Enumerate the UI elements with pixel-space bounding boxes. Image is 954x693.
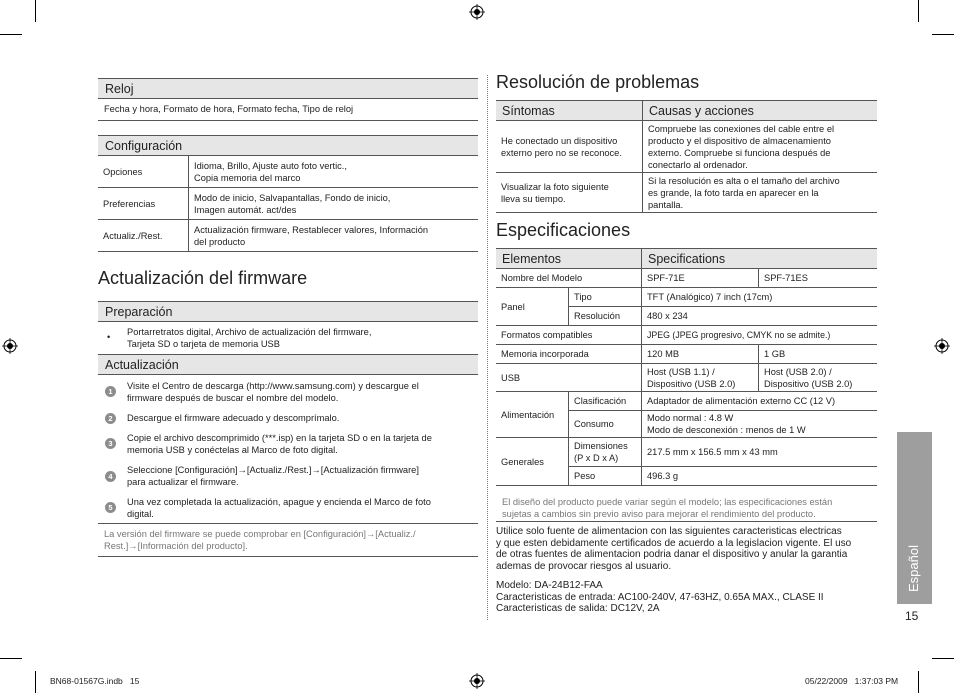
table-cell: Resolución	[569, 307, 642, 326]
crop-mark	[932, 658, 954, 659]
table-header: Causas y acciones	[643, 101, 878, 121]
table-header: Elementos	[496, 249, 642, 269]
table-row	[496, 345, 877, 364]
table-cell: 120 MB	[642, 345, 759, 364]
specifications-title: Especificaciones	[496, 220, 631, 240]
table-cell: 496.3 g	[642, 467, 878, 486]
table-cell: SPF-71ES	[759, 269, 878, 288]
bullet: •	[107, 332, 111, 342]
adapter-info: Modelo: DA-24B12-FAA Caracteristicas de entrada: AC100-240V, 47-63HZ, 0.65A MAX., CLASE II Caracteristicas de salida: DC12V, 2A	[496, 580, 824, 615]
table-cell: He conectado un dispositivo externo pero no se reconoce.	[496, 121, 643, 173]
table-cell: Actualiz./Rest.	[98, 220, 189, 252]
table-row	[496, 269, 877, 288]
table-row	[496, 288, 877, 307]
table-header-row	[496, 101, 877, 121]
table-cell: Idioma, Brillo, Ajuste auto foto vertic., Copia memoria del marco	[189, 156, 479, 188]
preparation-section-header: Preparación	[98, 301, 478, 322]
table-row	[98, 220, 478, 252]
table-cell: Opciones	[98, 156, 189, 188]
firmware-update-title: Actualización del firmware	[98, 268, 308, 288]
table-cell: Modo de inicio, Salvapantallas, Fondo de inicio, Imagen automát. act/des	[189, 188, 479, 220]
table-cell: Generales	[496, 438, 569, 486]
table-cell: Tipo	[569, 288, 642, 307]
step-text: Una vez completada la actualización, apague y encienda el Marco de foto digital.	[127, 497, 431, 519]
table-cell: Si la resolución es alta o el tamaño del archivo es grande, la foto tarda en aparecer en la pantalla.	[643, 173, 878, 213]
step-number-icon: 4	[105, 471, 116, 482]
table-cell: Panel	[496, 288, 569, 326]
step-number-icon: 2	[105, 413, 116, 424]
column-separator	[487, 75, 488, 620]
divider	[98, 523, 478, 524]
table-cell: Preferencias	[98, 188, 189, 220]
table-cell: SPF-71E	[642, 269, 759, 288]
step-number-icon: 3	[105, 438, 116, 449]
footer-file: BN68-01567G.indb 15	[50, 676, 140, 686]
table-cell: Dimensiones (P x D x A)	[569, 438, 642, 467]
step-number-icon: 5	[105, 502, 116, 513]
troubleshooting-table	[496, 100, 877, 213]
step-number-icon: 1	[105, 386, 116, 397]
table-cell: Peso	[569, 467, 642, 486]
registration-mark-icon	[469, 673, 485, 689]
update-section-header: Actualización	[98, 354, 478, 375]
table-cell: Modo normal : 4.8 W Modo de desconexión : menos de 1 W	[642, 411, 878, 438]
clock-section-header: Reloj	[98, 78, 478, 99]
table-header: Síntomas	[496, 101, 643, 121]
table-row	[496, 121, 877, 173]
table-header: Specifications	[642, 249, 878, 269]
specifications-table	[496, 248, 877, 486]
table-cell: USB	[496, 364, 642, 392]
table-row	[98, 156, 478, 188]
registration-mark-icon	[934, 338, 950, 354]
crop-mark	[918, 0, 919, 22]
table-cell: Consumo	[569, 411, 642, 438]
table-cell: Adaptador de alimentación externo CC (12 V)	[642, 392, 878, 411]
config-section-header: Configuración	[98, 135, 478, 156]
table-row	[98, 188, 478, 220]
crop-mark	[932, 34, 954, 35]
table-cell: Alimentación	[496, 392, 569, 438]
power-warning: Utilice solo fuente de alimentacion con las siguientes caracteristicas electricas y que esten debidamente certificados de acuerdo a la legislacion vigente. El uso de otras fuentes de alimentacion podria danar el dispositivo y anular la garantia ademas de provocar riesgos al usuario.	[496, 526, 852, 572]
table-cell: Host (USB 1.1) / Dispositivo (USB 2.0)	[642, 364, 759, 392]
crop-mark	[918, 671, 919, 693]
table-cell: 217.5 mm x 156.5 mm x 43 mm	[642, 438, 878, 467]
step-text: Seleccione [Configuración]→[Actualiz./Rest.]→[Actualización firmware] para actualizar el firmware.	[127, 465, 419, 487]
step-text: Descargue el firmware adecuado y descomprímalo.	[127, 413, 340, 423]
registration-mark-icon	[469, 4, 485, 20]
divider	[98, 556, 478, 557]
table-row	[496, 326, 877, 345]
footer-date: 05/22/2009 1:37:03 PM	[805, 676, 899, 686]
table-cell: 1 GB	[759, 345, 878, 364]
table-cell: Memoria incorporada	[496, 345, 642, 364]
table-row	[496, 173, 877, 213]
table-cell: Formatos compatibles	[496, 326, 642, 345]
divider	[98, 120, 478, 121]
page-number: 15	[905, 609, 919, 623]
table-cell: Nombre del Modelo	[496, 269, 642, 288]
crop-mark	[0, 658, 22, 659]
table-cell: JPEG (JPEG progresivo, CMYK no se admite.)	[642, 326, 878, 345]
troubleshooting-title: Resolución de problemas	[496, 72, 700, 92]
table-cell: Compruebe las conexiones del cable entre el producto y el dispositivo de almacenamiento externo. Compruebe si funciona después de conectarlo al ordenador.	[643, 121, 878, 173]
registration-mark-icon	[2, 338, 18, 354]
language-tab: Español	[897, 432, 932, 604]
table-header-row	[496, 249, 877, 269]
table-cell: TFT (Analógico) 7 inch (17cm)	[642, 288, 878, 307]
step-text: Visite el Centro de descarga (http://www.samsung.com) y descargue el firmware después de buscar el nombre del modelo.	[127, 381, 419, 403]
table-cell: Visualizar la foto siguiente lleva su tiempo.	[496, 173, 643, 213]
table-row	[496, 438, 877, 467]
firmware-version-note: La versión del firmware se puede comprobar en [Configuración]→[Actualiz./ Rest.]→[Información del producto].	[104, 529, 416, 551]
table-row	[496, 364, 877, 392]
crop-mark	[35, 0, 36, 22]
table-row	[496, 392, 877, 411]
table-cell: 480 x 234	[642, 307, 878, 326]
step-text: Copie el archivo descomprimido (***.isp) en la tarjeta SD o en la tarjeta de memoria USB y conéctelas al Marco de foto digital.	[127, 433, 432, 455]
clock-settings-text: Fecha y hora, Formato de hora, Formato fecha, Tipo de reloj	[104, 104, 354, 114]
divider	[496, 521, 877, 522]
preparation-text: Portarretratos digital, Archivo de actualización del firmware, Tarjeta SD o tarjeta de memoria USB	[127, 327, 372, 349]
table-cell: Actualización firmware, Restablecer valores, Información del producto	[189, 220, 479, 252]
config-table	[98, 155, 478, 252]
table-cell: Clasificación	[569, 392, 642, 411]
table-cell: Host (USB 2.0) / Dispositivo (USB 2.0)	[759, 364, 878, 392]
crop-mark	[35, 671, 36, 693]
design-note: El diseño del producto puede variar según el modelo; las especificaciones están sujetas a cambios sin previo aviso para mejorar el rendimiento del producto.	[502, 497, 833, 519]
crop-mark	[0, 34, 22, 35]
